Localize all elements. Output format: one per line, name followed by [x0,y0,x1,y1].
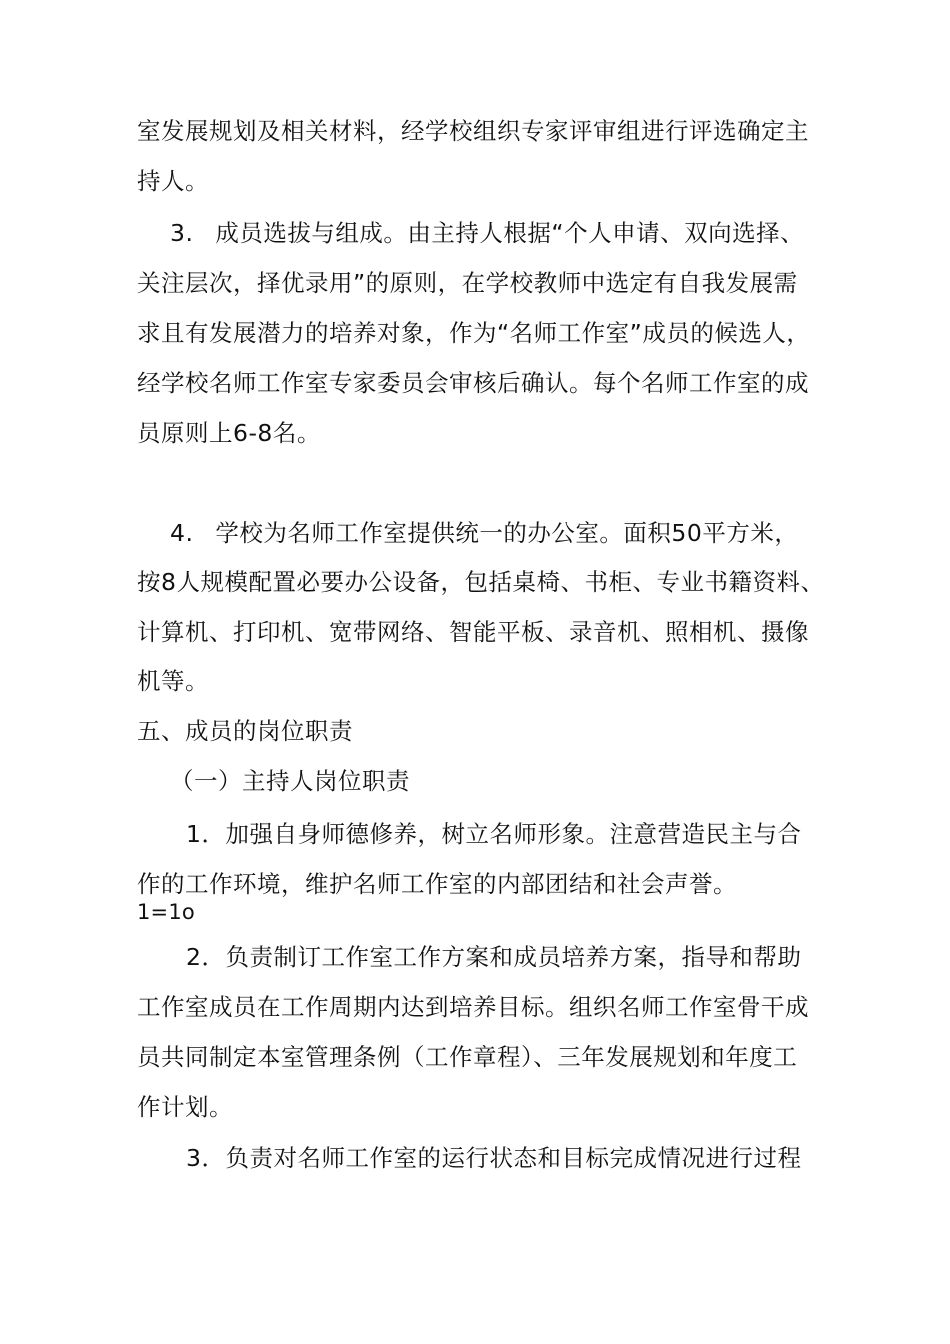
paragraph-line: 2．负责制订工作室工作方案和成员培养方案，指导和帮助 [186,943,802,971]
paragraph-line: 按8人规模配置必要办公设备，包括桌椅、书柜、专业书籍资料、 [137,568,825,596]
paragraph-line: 作的工作环境，维护名师工作室的内部团结和社会声誉。 [137,870,737,898]
paragraph-line: 1．加强自身师德修养，树立名师形象。注意营造民主与合 [186,820,802,848]
paragraph-line: 作计划。 [137,1093,233,1121]
list-item-text: 学校为名师工作室提供统一的办公室。面积50平方米， [215,519,799,547]
subsection-heading: （一）主持人岗位职责 [170,767,410,795]
paragraph-line: 员原则上6-8名。 [137,419,321,447]
list-item-3-line [170,218,804,248]
list-number: 4. [170,519,194,547]
paragraph-line: 计算机、打印机、宽带网络、智能平板、录音机、照相机、摄像 [137,618,809,646]
paragraph-line: 机等。 [137,667,209,695]
paragraph-line: 经学校名师工作室专家委员会审核后确认。每个名师工作室的成 [137,369,809,397]
paragraph-line: 工作室成员在工作周期内达到培养目标。组织名师工作室骨干成 [137,993,809,1021]
paragraph-line: 求且有发展潜力的培养对象，作为“名师工作室”成员的候选人， [137,319,811,347]
stray-text: 1=1o [137,900,195,924]
section-heading: 五、成员的岗位职责 [137,717,353,745]
list-item-4-line [170,518,798,548]
list-number: 3. [170,219,194,247]
paragraph-line: 员共同制定本室管理条例（工作章程）、三年发展规划和年度工 [137,1043,798,1071]
list-item-text: 成员选拔与组成。由主持人根据“个人申请、双向选择、 [215,219,805,247]
paragraph-line: 关注层次，择优录用”的原则，在学校教师中选定有自我发展需 [137,269,798,297]
paragraph-line: 室发展规划及相关材料，经学校组织专家评审组进行评选确定主 [137,117,809,145]
paragraph-line: 持人。 [137,167,209,195]
paragraph-line: 3．负责对名师工作室的运行状态和目标完成情况进行过程 [186,1144,802,1172]
